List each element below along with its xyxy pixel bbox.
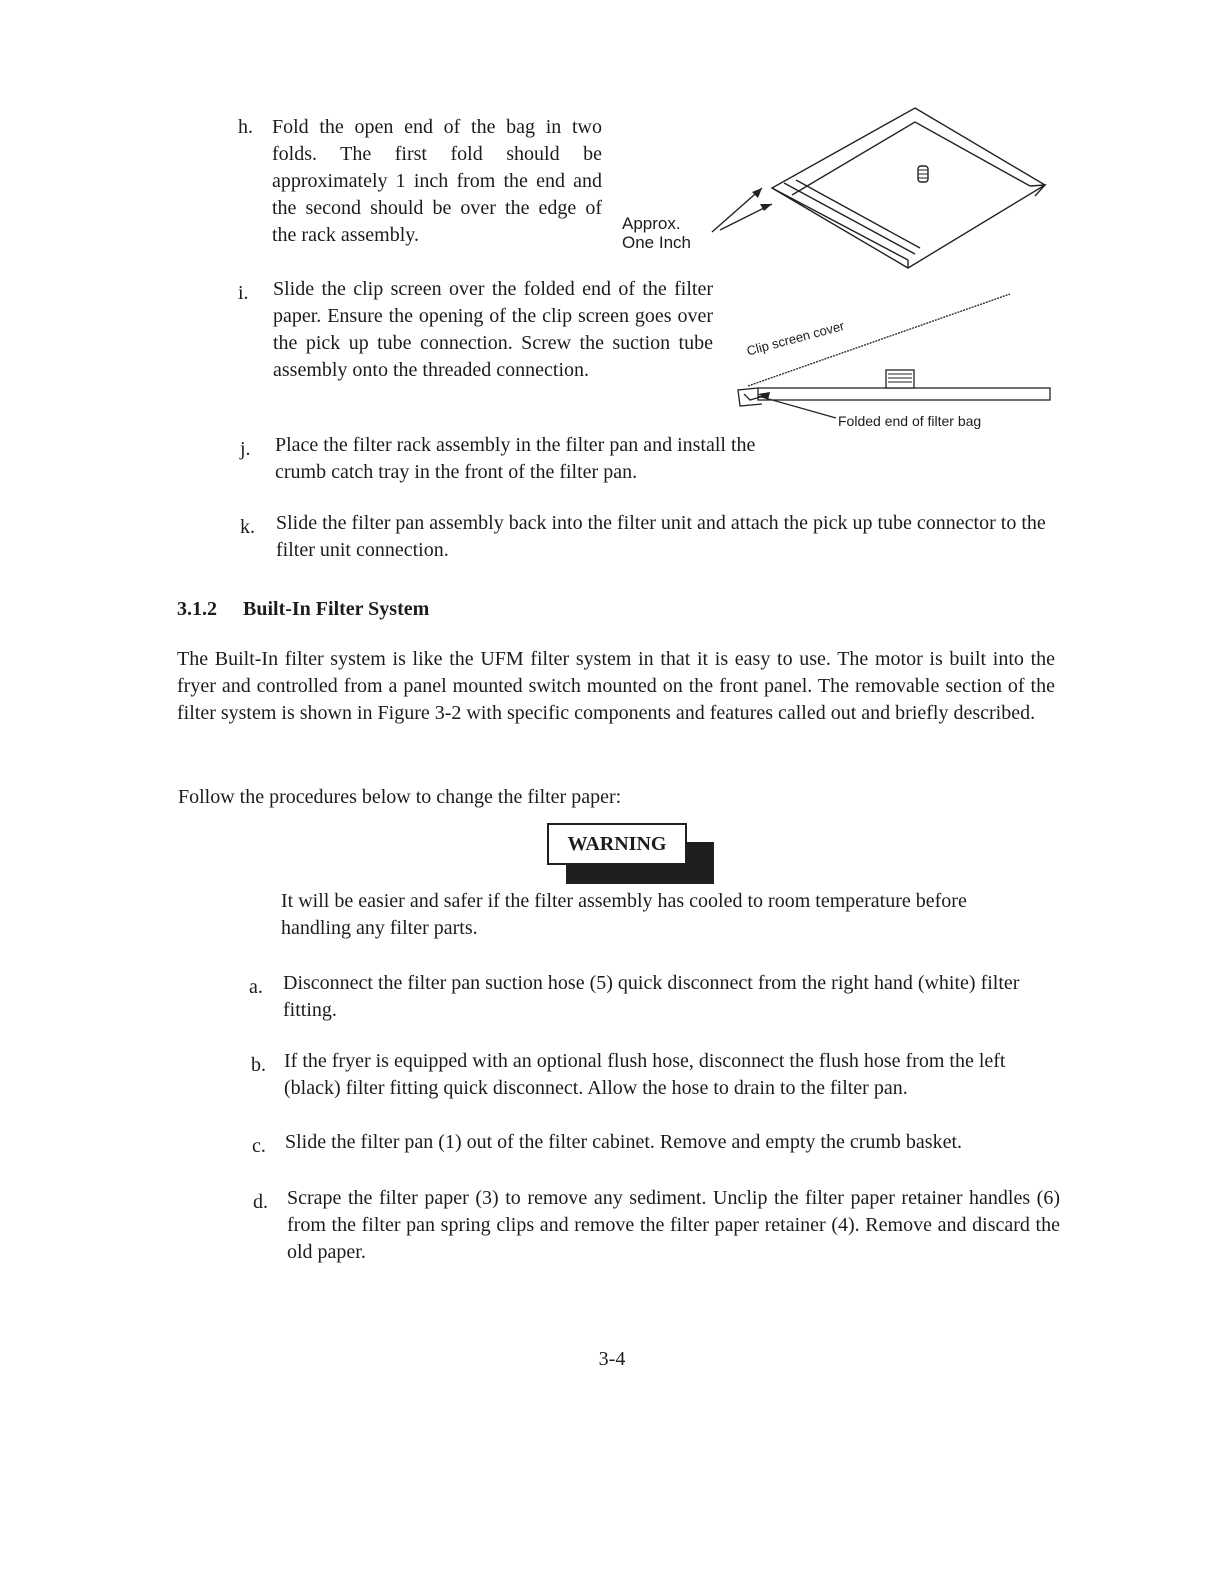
warning-label: WARNING (547, 823, 687, 865)
filter-bag-fold-illustration (700, 100, 1060, 275)
page-number: 3-4 (598, 1348, 626, 1370)
step-a-text: Disconnect the filter pan suction hose (5) quick disconnect from the right hand (white) filter fitting. (283, 972, 1020, 1021)
connector-block-icon (886, 370, 914, 388)
step-a-marker: a. (249, 976, 263, 998)
figure-label-one-inch: One Inch (622, 233, 691, 252)
step-k-text: Slide the filter pan assembly back into the filter unit and attach the pick up tube connector to the filter unit connection. (276, 512, 1046, 561)
figure-label-clip-screen-cover: Clip screen cover (745, 318, 846, 359)
figure-label-folded-end: Folded end of filter bag (838, 413, 982, 429)
step-b-marker: b. (251, 1054, 266, 1076)
step-b-text: If the fryer is equipped with an optional flush hose, disconnect the flush hose from the left (black) filter fitting quick disconnect. Allow the hose to drain to the filter pan. (284, 1050, 1006, 1099)
section-number: 3.1.2 (177, 598, 217, 620)
step-h-marker: h. (238, 116, 253, 138)
step-k-marker: k. (240, 516, 255, 538)
step-j-text: Place the filter rack assembly in the filter pan and install the crumb catch tray in the front of the filter pan. (275, 434, 756, 483)
threaded-connector-icon (918, 166, 928, 182)
step-i-marker: i. (238, 282, 249, 304)
procedure-intro: Follow the procedures below to change the filter paper: (178, 786, 622, 808)
step-c-marker: c. (252, 1135, 266, 1157)
step-d-marker: d. (253, 1191, 268, 1213)
clip-screen-illustration (730, 290, 1060, 430)
step-i-text: Slide the clip screen over the folded end of the filter paper. Ensure the opening of the clip screen goes over the pick up tube connection. Screw the suction tube assembly onto the threaded connection. (273, 278, 713, 381)
step-d-text: Scrape the filter paper (3) to remove any sediment. Unclip the filter paper retainer handles (6) from the filter pan spring clips and remove the filter paper retainer (4). Remove and discard the old paper. (287, 1187, 1060, 1263)
intro-paragraph: The Built-In filter system is like the UFM filter system in that it is easy to use. The motor is built into the fryer and controlled from a panel mounted switch mounted on the front panel. The removable section of the filter system is shown in Figure 3-2 with specific components and features called out and briefly described. (177, 648, 1055, 724)
warning-text: It will be easier and safer if the filter assembly has cooled to room temperature before handling any filter parts. (281, 890, 967, 939)
figure-label-approx: Approx. (622, 214, 681, 233)
step-h-text: Fold the open end of the bag in two folds. The first fold should be approximately 1 inch from the end and the second should be over the edge of the rack assembly. (272, 116, 602, 246)
section-title: Built-In Filter System (243, 598, 430, 620)
step-c-text: Slide the filter pan (1) out of the filter cabinet. Remove and empty the crumb basket. (285, 1131, 963, 1153)
step-j-marker: j. (240, 438, 251, 460)
